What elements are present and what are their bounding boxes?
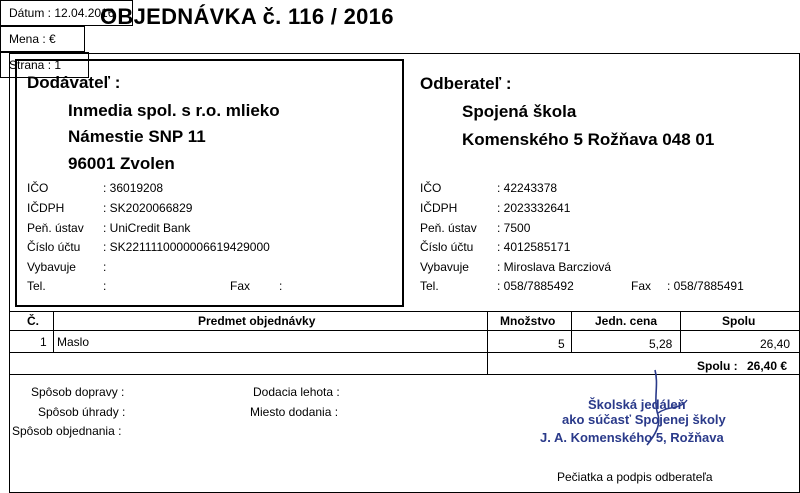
supplier-heading: Dodávateľ : [27, 73, 121, 92]
row-number: 1 [40, 335, 47, 349]
customer-box [405, 59, 800, 307]
customer-handler-label: Vybavuje [420, 260, 469, 274]
stamp-line: Školská jedáleň [588, 397, 686, 412]
customer-fax-label: Fax [631, 279, 652, 293]
sum-label: Spolu : [697, 359, 738, 373]
customer-bank-label: Peň. ústav [420, 221, 477, 235]
document-title: OBJEDNÁVKA č. 116 / 2016 [100, 4, 394, 29]
customer-heading: Odberateľ : [420, 74, 512, 93]
supplier-bank-value: : UniCredit Bank [103, 221, 191, 235]
col-divider [571, 311, 572, 352]
supplier-handler-label: Vybavuje [27, 260, 76, 274]
supplier-bank-label: Peň. ústav [27, 221, 84, 235]
order-method-label: Spôsob objednania : [12, 424, 122, 438]
supplier-fax-value: : [279, 279, 283, 293]
payment-label: Spôsob úhrady : [38, 405, 126, 419]
col-header-total: Spolu [722, 314, 756, 328]
supplier-ico-label: IČO [27, 181, 49, 195]
delivery-place-label: Miesto dodania : [250, 405, 339, 419]
customer-account-label: Číslo účtu [420, 240, 474, 254]
customer-ico-label: IČO [420, 181, 442, 195]
signature-label: Pečiatka a podpis odberateľa [557, 470, 713, 484]
customer-ico-value: : 42243378 [497, 181, 558, 195]
table-header-border [9, 330, 800, 331]
currency-field [0, 26, 85, 52]
row-total: 26,40 [760, 337, 791, 351]
delivery-time-label: Dodacia lehota : [253, 385, 340, 399]
supplier-tel-value: : [103, 279, 107, 293]
customer-icdph-value: : 2023332641 [497, 201, 571, 215]
table-top-border [9, 311, 800, 312]
col-header-unit-price: Jedn. cena [595, 314, 658, 328]
supplier-street: Námestie SNP 11 [68, 127, 206, 146]
col-header-quantity: Množstvo [500, 314, 556, 328]
customer-address: Komenského 5 Rožňava 048 01 [462, 130, 715, 149]
row-quantity: 5 [558, 337, 565, 351]
row-item: Maslo [57, 335, 90, 349]
customer-name: Spojená škola [462, 102, 577, 121]
row-unit-price: 5,28 [649, 337, 673, 351]
customer-icdph-label: IČDPH [420, 201, 458, 215]
customer-bank-value: : 7500 [497, 221, 531, 235]
date-label: Dátum : 12.04.2016 [9, 6, 115, 20]
col-header-item: Predmet objednávky [198, 314, 316, 328]
col-header-number: Č. [27, 314, 39, 328]
supplier-icdph-label: IČDPH [27, 201, 65, 215]
supplier-fax-label: Fax [230, 279, 251, 293]
col-divider [680, 311, 681, 352]
supplier-account-value: : SK2211110000006619429000 [103, 240, 270, 254]
sum-value: 26,40 € [747, 359, 788, 373]
transport-label: Spôsob dopravy : [31, 385, 125, 399]
supplier-ico-value: : 36019208 [103, 181, 164, 195]
customer-tel-label: Tel. [420, 279, 439, 293]
stamp-line: J. A. Komenského 5, Rožňava [540, 430, 724, 445]
page-label: Strana : 1 [9, 58, 62, 72]
table-row-border [9, 352, 800, 353]
customer-handler-value: : Miroslava Barcziová [497, 260, 612, 274]
col-divider [53, 311, 54, 352]
customer-account-value: : 4012585171 [497, 240, 571, 254]
col-divider [487, 311, 488, 374]
supplier-box [15, 59, 404, 307]
supplier-account-label: Číslo účtu [27, 240, 81, 254]
footer-top-border [9, 374, 488, 375]
supplier-city: 96001 Zvolen [68, 154, 175, 173]
signature-mark [625, 365, 695, 450]
stamp-line: ako súčasť Spojenej školy [562, 412, 726, 427]
currency-label: Mena : € [9, 32, 56, 46]
customer-tel-value: : 058/7885492 [497, 279, 574, 293]
supplier-name: Inmedia spol. s r.o. mlieko [68, 101, 280, 120]
supplier-icdph-value: : SK2020066829 [103, 201, 193, 215]
supplier-tel-label: Tel. [27, 279, 46, 293]
customer-fax-value: : 058/7885491 [667, 279, 744, 293]
supplier-handler-value: : [103, 260, 107, 274]
